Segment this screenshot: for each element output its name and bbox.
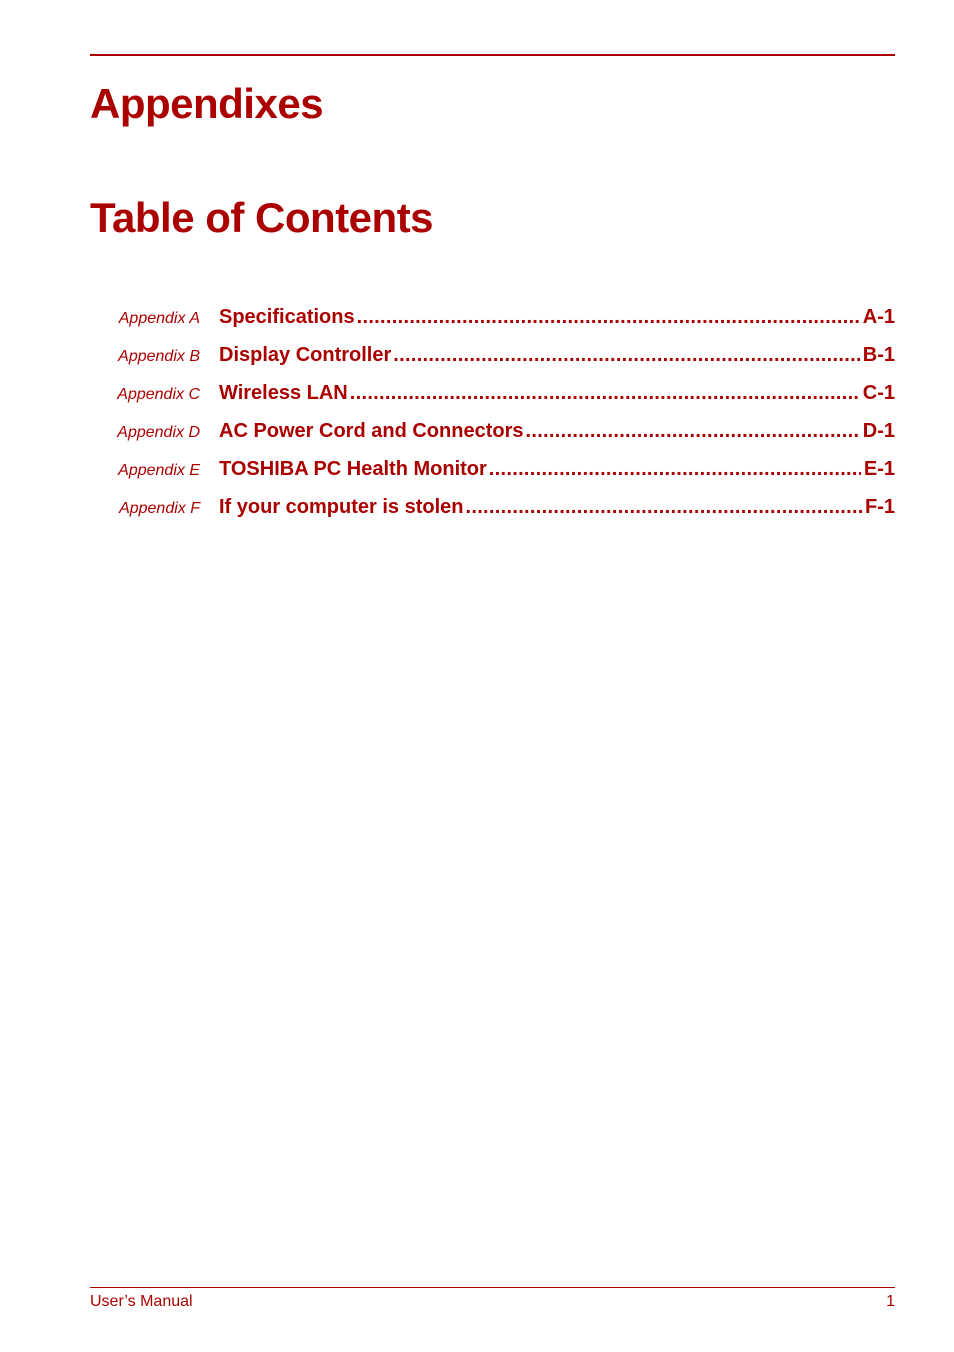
toc-entry-appendix-d: [90, 420, 895, 458]
toc-page-number: A-1: [862, 306, 895, 328]
toc-entry-appendix-b: [90, 344, 895, 382]
toc-dot-leader: [350, 382, 860, 405]
toc-appendix-label: Appendix E: [118, 462, 200, 479]
toc-entry-title: If your computer is stolen: [219, 496, 464, 518]
toc-page-number: D-1: [862, 420, 895, 442]
toc-dot-leader: [489, 458, 861, 481]
toc-dot-leader: [393, 344, 860, 367]
toc-page-number: E-1: [863, 458, 895, 480]
toc-entry-appendix-f: [90, 496, 895, 534]
footer-manual-name: User’s Manual: [90, 1293, 193, 1310]
toc-dot-leader: [357, 306, 860, 329]
toc-link-computer-stolen[interactable]: [219, 496, 895, 519]
toc-entry-title: TOSHIBA PC Health Monitor: [219, 458, 487, 480]
toc-appendix-label: Appendix B: [118, 348, 200, 365]
toc-link-wireless-lan[interactable]: [219, 382, 895, 405]
footer-divider: [90, 1287, 895, 1288]
toc-appendix-label: Appendix D: [117, 424, 200, 441]
toc-link-display-controller[interactable]: [219, 344, 895, 367]
toc-entry-appendix-e: [90, 458, 895, 496]
toc-page-number: C-1: [862, 382, 895, 404]
table-of-contents: [90, 306, 895, 534]
toc-entry-appendix-a: [90, 306, 895, 344]
toc-appendix-label: Appendix F: [119, 500, 200, 517]
chapter-title: Appendixes: [90, 80, 324, 127]
toc-entry-title: Specifications: [219, 306, 355, 328]
toc-link-specifications[interactable]: [219, 306, 895, 329]
toc-page-number: F-1: [865, 496, 895, 518]
toc-entry-title: AC Power Cord and Connectors: [219, 420, 524, 442]
toc-dot-leader: [525, 420, 859, 443]
footer-page-number: 1: [886, 1293, 895, 1310]
toc-entry-title: Display Controller: [219, 344, 392, 366]
toc-entry-appendix-c: [90, 382, 895, 420]
toc-dot-leader: [465, 496, 862, 519]
toc-appendix-label: Appendix C: [117, 386, 200, 403]
toc-appendix-label: Appendix A: [118, 310, 200, 327]
top-divider: [90, 54, 895, 56]
toc-page-number: B-1: [862, 344, 895, 366]
toc-link-health-monitor[interactable]: [219, 458, 895, 481]
toc-title: Table of Contents: [90, 194, 434, 241]
toc-link-ac-power-cord[interactable]: [219, 420, 895, 443]
toc-entry-title: Wireless LAN: [219, 382, 348, 404]
